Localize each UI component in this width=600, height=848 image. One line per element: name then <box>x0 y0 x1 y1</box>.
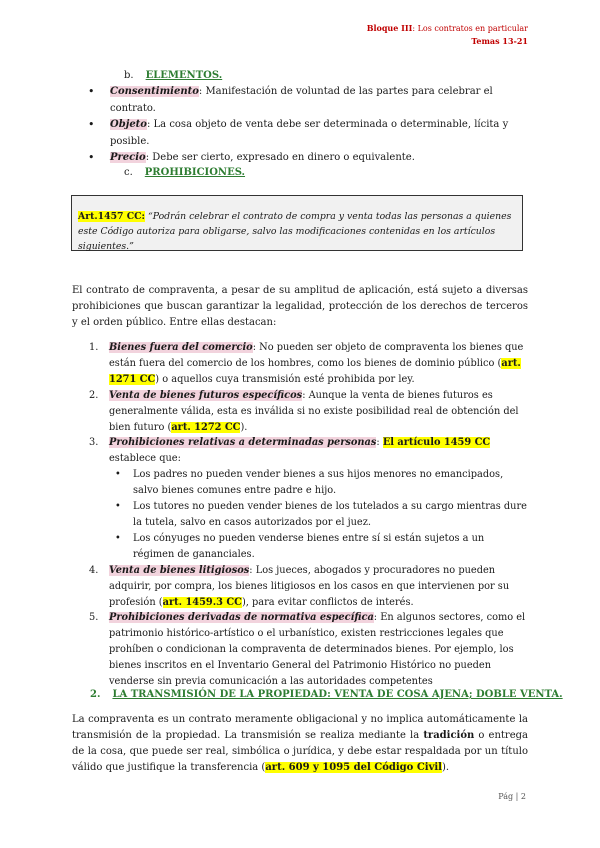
footer-label: Pág | <box>498 792 521 801</box>
item-number: 4. <box>89 564 99 576</box>
list-item <box>72 610 528 690</box>
section-2-text-mid: o entrega de la cosa, que puede ser real, simbólica o jurídica, y debe estar respaldada por un título válido que justifique la transferencia ( <box>72 730 528 773</box>
item-number: 5. <box>89 612 99 624</box>
elements-heading <box>124 70 222 81</box>
list-item <box>72 435 528 562</box>
sub-list-item: • Los tutores no pueden vender bienes de los tutelados a su cargo mientras dure la tutela, salvo en casos autorizados por el juez. <box>109 499 528 531</box>
list-item <box>72 340 528 388</box>
sub-list-item: • Los cónyuges no pueden venderse bienes entre sí si están sujetos a un régimen de gananciales. <box>109 531 528 563</box>
section-2-heading <box>90 689 563 700</box>
item-term: Prohibiciones relativas a determinadas personas <box>109 437 377 449</box>
item-after: ) o aquellos cuya transmisión esté prohibida por ley. <box>155 373 415 385</box>
list-item <box>88 150 528 167</box>
item-number: 2. <box>89 389 99 401</box>
header-bloque: Bloque III <box>366 23 413 33</box>
page-header <box>367 22 528 48</box>
item-text: : En algunos sectores, como el patrimonio histórico-artístico o el urbanístico, existen restricciones legales que prohíben o condicionan la compraventa de determinados bienes. Por ejemplo, los bienes inscritos en el Inventario General del Patrimonio Histórico no pueden venderse sin previa comunicación a las autoridades competentes <box>109 612 526 688</box>
section-2-text: La compraventa es un contrato meramente obligacional y no implica automáticamente la transmisión de la propiedad. La transmisión se realiza mediante la <box>72 714 528 741</box>
item-ref: art. 1272 CC <box>171 421 241 433</box>
item-text: : <box>376 437 383 449</box>
header-bloque-rest: : Los contratos en particular <box>412 24 528 33</box>
intro-paragraph: El contrato de compraventa, a pesar de su amplitud de aplicación, está sujeto a diversas prohibiciones que buscan garantizar la legalidad, protección de los derechos de terceros y el orden público. Entre ellas destacan: <box>72 285 528 328</box>
item-term: Venta de bienes litigiosos <box>109 564 250 576</box>
section-2-paragraph <box>72 712 528 776</box>
list-item <box>72 563 528 611</box>
item-text: : No pueden ser objeto de compraventa los bienes que están fuera del comercio de los hombres, como los bienes de dominio público ( <box>109 342 524 369</box>
sub-list <box>109 467 528 562</box>
item-text: : Los jueces, abogados y procuradores no pueden adquirir, por compra, los bienes litigiosos en los casos en que intervienen por su profesión ( <box>109 564 510 608</box>
list-item <box>88 117 528 150</box>
prohibitions-list <box>72 340 528 690</box>
item-after: ). <box>240 421 248 433</box>
elements-letter: b. <box>124 70 134 81</box>
list-item <box>72 388 528 436</box>
section-2-ref: art. 609 y 1095 del Código Civil <box>265 762 442 773</box>
elements-list <box>88 84 528 167</box>
element-term: Consentimiento <box>110 86 199 97</box>
item-term: Prohibiciones derivadas de normativa específica <box>109 612 374 624</box>
prohibiciones-title: PROHIBICIONES. <box>144 167 246 178</box>
item-number: 3. <box>89 437 99 449</box>
item-number: 1. <box>89 342 99 353</box>
page-number: 2 <box>520 792 526 801</box>
item-term: Venta de bienes futuros específicos <box>109 389 303 401</box>
item-ref: art. 1271 CC <box>109 357 521 385</box>
page-footer <box>498 792 526 801</box>
list-item <box>88 84 528 117</box>
article-quote-box <box>71 195 523 251</box>
element-text: : La cosa objeto de venta debe ser determinada o determinable, lícita y posible. <box>110 119 509 147</box>
section-2-bold: tradición <box>423 730 475 741</box>
item-ref: art. 1459.3 CC <box>162 596 242 608</box>
element-term: Objeto <box>110 119 147 130</box>
item-ref: El artículo 1459 CC <box>382 437 491 449</box>
item-after: establece que: <box>109 453 181 465</box>
prohibiciones-heading <box>124 167 245 178</box>
header-temas: Temas 13-21 <box>471 36 528 46</box>
elements-title: ELEMENTOS. <box>145 70 223 81</box>
prohibiciones-letter: c. <box>124 167 133 178</box>
section-2-text-after: ). <box>441 762 450 773</box>
section-2-number: 2. <box>90 689 101 700</box>
item-after: ), para evitar conflictos de interés. <box>241 596 414 608</box>
sub-list-item: • Los padres no pueden vender bienes a sus hijos menores no emancipados, salvo bienes comunes entre padre e hijo. <box>109 467 528 499</box>
element-text: : Debe ser cierto, expresado en dinero o equivalente. <box>145 152 415 163</box>
element-term: Precio <box>110 152 146 163</box>
article-label: Art.1457 CC: <box>78 211 145 222</box>
element-text: : Manifestación de voluntad de las partes para celebrar el contrato. <box>110 86 493 114</box>
item-text: : Aunque la venta de bienes futuros es generalmente válida, esta es inválida si no existe posibilidad real de obtención del bien futuro ( <box>109 389 519 433</box>
section-2-title: LA TRANSMISIÓN DE LA PROPIEDAD: VENTA DE COSA AJENA; DOBLE VENTA. <box>112 689 563 700</box>
article-quote: “Podrán celebrar el contrato de compra y venta todas las personas a quienes este Código autoriza para obligarse, salvo las modificaciones contenidas en los artículos siguientes.” <box>78 211 512 252</box>
item-term: Bienes fuera del comercio <box>109 342 253 353</box>
